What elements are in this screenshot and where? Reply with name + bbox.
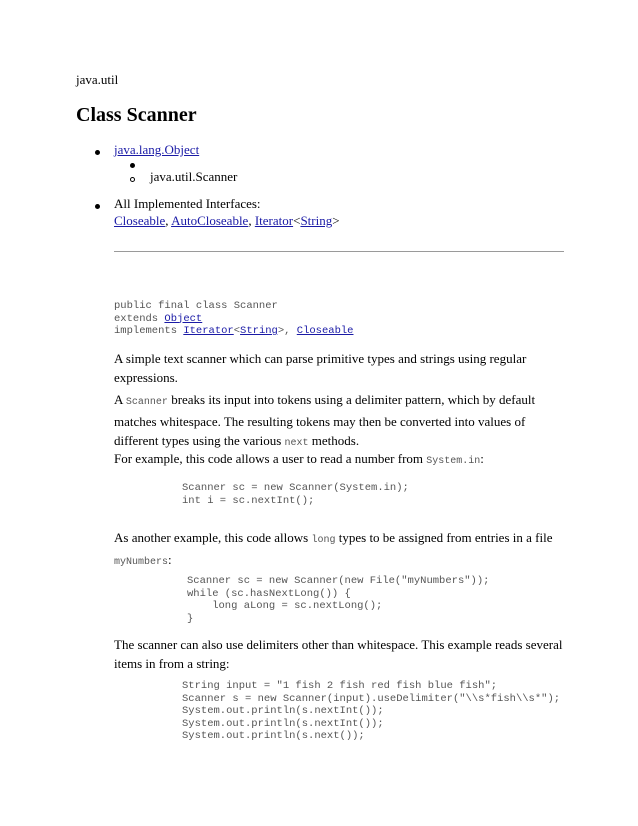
inline-code: long [311,535,336,546]
link-string[interactable]: String [300,213,333,228]
link-string-decl[interactable]: String [240,325,278,338]
code-line: System.out.println(s.nextInt()); [182,717,384,730]
inline-code: Scanner [125,397,168,408]
code-line: int i = sc.nextInt(); [182,494,315,507]
code-example [187,575,489,625]
inline-code: System.in [426,456,481,467]
code-line: long aLong = sc.nextLong(); [187,600,383,613]
inline-code: myNumbers [114,557,169,568]
extends-keyword: extends [114,312,165,325]
link-iterator[interactable]: Iterator [254,213,294,228]
description-paragraph: A simple text scanner which can parse primitive types and strings using regular expressions. [114,351,527,385]
circle-bullet-icon [130,177,135,182]
description-paragraph: As another example, this code allows long types to be assigned from entries in a file myNumbers: [114,530,553,568]
divider [114,251,564,252]
interfaces-list: Closeable, AutoCloseable, Iterator<String> [114,213,340,228]
code-line: System.out.println(s.next()); [182,730,365,743]
code-line: Scanner sc = new Scanner(System.in); [182,482,409,494]
code-example [182,680,560,743]
code-line: } [187,612,194,625]
package-name: java.util [76,72,119,87]
declaration-line: public final class Scanner [114,300,278,312]
code-example [182,482,409,507]
declaration-line: implements Iterator<String>, Closeable [114,325,354,338]
page-title: Class Scanner [76,104,197,126]
bullet-icon [95,150,100,155]
hierarchy-class-name: java.util.Scanner [150,169,238,184]
description-paragraph: A Scanner breaks its input into tokens using a delimiter pattern, which by default matches whitespace. The resulting tokens may then be converted into values of different types using the various next methods. [114,392,536,449]
link-java-lang-object[interactable]: java.lang.Object [114,142,200,157]
bullet-icon [95,204,100,209]
description-paragraph: For example, this code allows a user to read a number from System.in: [114,451,484,467]
interfaces-heading: All Implemented Interfaces: [114,196,261,211]
link-iterator-decl[interactable]: Iterator [183,325,234,338]
bullet-icon [130,163,135,168]
code-line: String input = "1 fish 2 fish red fish blue fish"; [182,680,498,692]
link-object[interactable]: Object [164,312,203,325]
declaration-line [114,313,353,326]
link-autocloseable[interactable]: AutoCloseable [171,213,249,228]
code-line: Scanner s = new Scanner(input).useDelimiter("\\s*fish\\s*"); [182,692,561,705]
code-line: while (sc.hasNextLong()) { [187,587,351,600]
implements-keyword: implements [114,325,184,338]
code-line: Scanner sc = new Scanner(new File("myNumbers")); [187,575,490,587]
inline-code: next [284,438,309,449]
class-declaration [114,300,353,338]
description-paragraph: The scanner can also use delimiters other than whitespace. This example reads several items in from a string: [114,637,563,671]
link-closeable-decl[interactable]: Closeable [296,325,354,338]
link-closeable[interactable]: Closeable [114,213,166,228]
code-line: System.out.println(s.nextInt()); [182,705,384,718]
